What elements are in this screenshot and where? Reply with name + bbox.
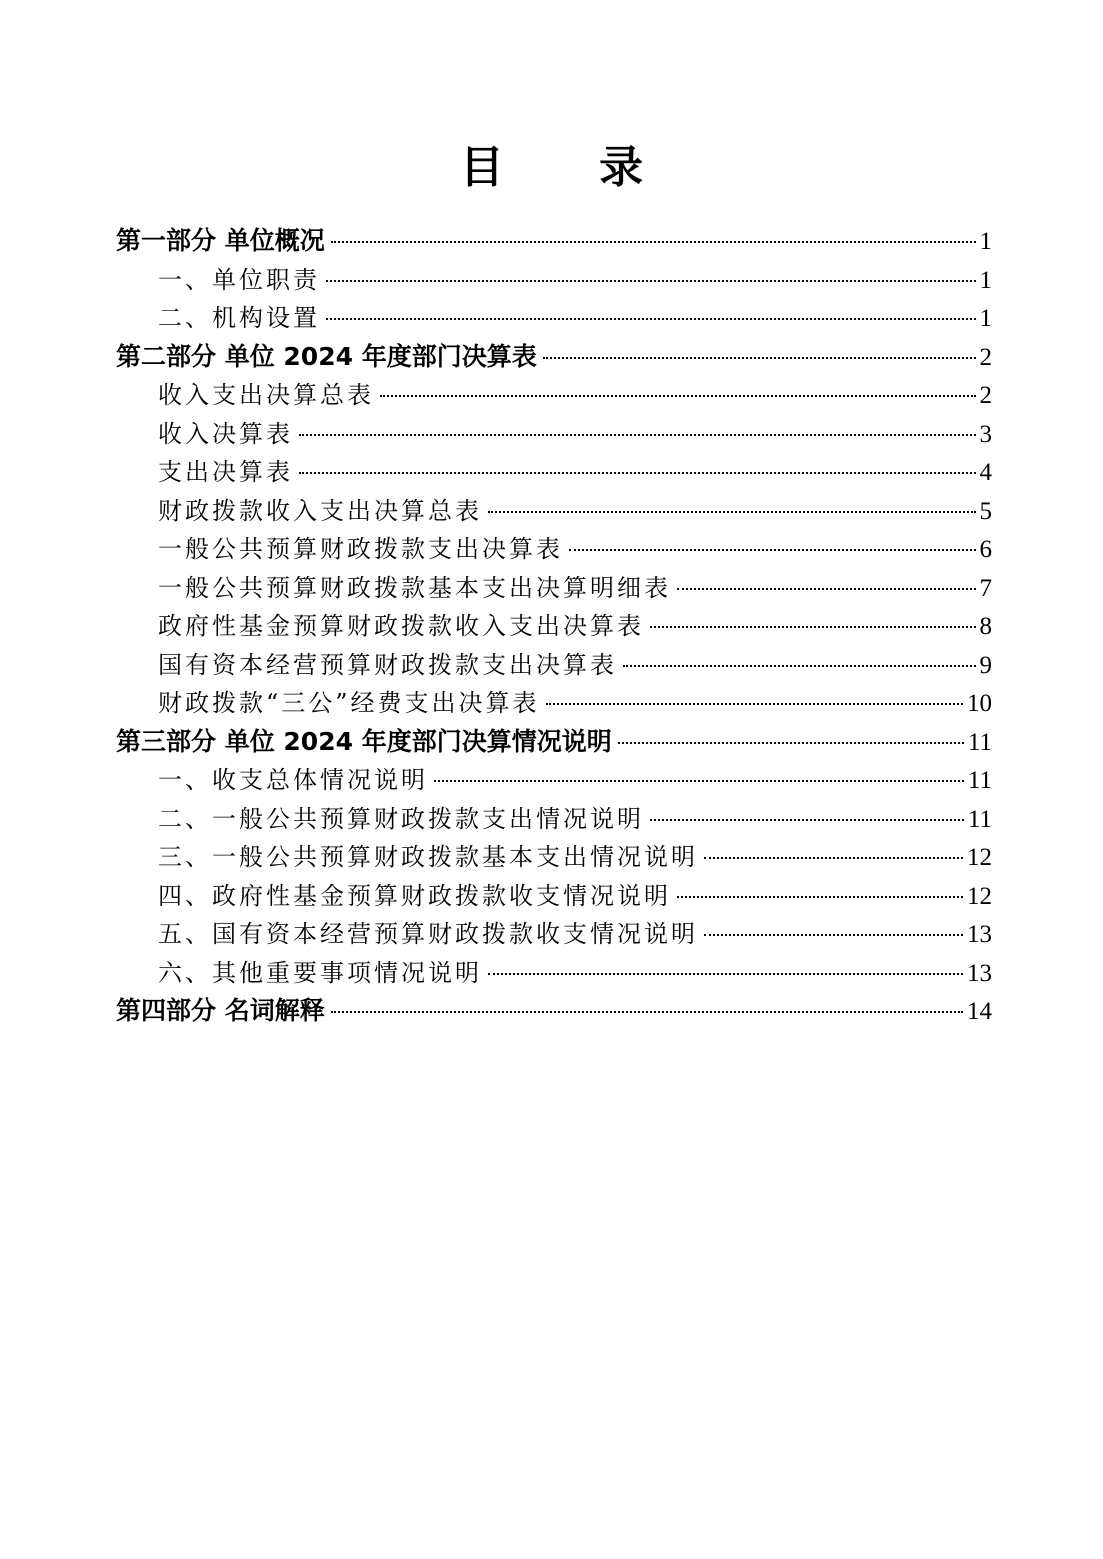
toc-entry-label: 财政拨款“三公”经费支出决算表 [158, 689, 540, 717]
toc-entry-label: 收入支出决算总表 [158, 381, 374, 409]
toc-entry-general-budget-expense-note[interactable] [116, 800, 992, 839]
toc-entry-label: 二、机构设置 [158, 304, 320, 332]
toc-entry-label: 国有资本经营预算财政拨款支出决算表 [158, 650, 617, 679]
toc-entry-part-4[interactable] [116, 992, 992, 1031]
toc-entry-label: 五、国有资本经营预算财政拨款收支情况说明 [158, 920, 698, 948]
toc-entry-org-structure[interactable] [116, 299, 992, 338]
toc-entry-label: 六、其他重要事项情况说明 [158, 958, 482, 987]
toc-entry-state-capital-budget[interactable] [116, 646, 992, 685]
toc-page-number: 14 [967, 998, 992, 1025]
toc-dot-leader [326, 318, 976, 320]
toc-entry-label: 一、收支总体情况说明 [158, 766, 428, 794]
toc-dot-leader [380, 395, 976, 397]
toc-page-number: 11 [967, 805, 992, 833]
toc-entry-label: 三、一般公共预算财政拨款基本支出情况说明 [158, 843, 698, 871]
toc-entry-label: 一般公共预算财政拨款支出决算表 [158, 535, 563, 563]
toc-page-number: 7 [979, 574, 992, 602]
toc-entry-label: 第二部分 单位 2024 年度部门决算表 [116, 341, 537, 371]
toc-dot-leader [650, 819, 964, 821]
toc-page-number: 11 [967, 767, 992, 794]
toc-entry-part-2[interactable] [116, 338, 992, 377]
toc-page-number: 4 [979, 459, 992, 486]
toc-page-number: 10 [967, 690, 992, 717]
toc-dot-leader [677, 896, 963, 898]
toc-dot-leader [488, 511, 976, 513]
toc-page-number: 11 [967, 728, 992, 756]
toc-title: 目 录 [459, 142, 684, 193]
toc-entry-income-expense-summary[interactable] [116, 376, 992, 415]
toc-page-number: 12 [967, 844, 992, 871]
toc-entry-label: 一般公共预算财政拨款基本支出决算明细表 [158, 573, 671, 602]
toc-entry-label: 财政拨款收入支出决算总表 [158, 496, 482, 525]
toc-entry-fiscal-appropriation-summary[interactable] [116, 492, 992, 531]
toc-dot-leader [618, 742, 964, 744]
toc-page-number: 1 [979, 228, 992, 255]
toc-entry-government-fund-budget[interactable] [116, 607, 992, 646]
toc-page-number: 9 [979, 651, 992, 679]
toc-dot-leader [331, 241, 976, 243]
toc-page-number: 5 [979, 497, 992, 525]
toc-page-number: 1 [979, 266, 992, 294]
toc-page-number: 13 [967, 921, 992, 948]
toc-page-number: 3 [979, 420, 992, 448]
toc-entry-general-budget-basic-detail[interactable] [116, 569, 992, 608]
toc-entry-overall-income-expense[interactable] [116, 761, 992, 800]
toc-entry-government-fund-note[interactable] [116, 877, 992, 916]
toc-page-number: 12 [967, 882, 992, 910]
toc-entry-part-1[interactable] [116, 222, 992, 261]
toc-dot-leader [326, 280, 976, 282]
toc-entry-label: 支出决算表 [158, 458, 293, 486]
table-of-contents [116, 222, 992, 1031]
toc-page-number: 2 [979, 343, 992, 371]
toc-dot-leader [650, 626, 976, 628]
toc-dot-leader [704, 857, 963, 859]
toc-entry-income-table[interactable] [116, 415, 992, 454]
toc-dot-leader [299, 472, 976, 474]
toc-dot-leader [704, 934, 963, 936]
toc-entry-unit-duties[interactable] [116, 261, 992, 300]
toc-dot-leader [677, 588, 976, 590]
toc-entry-label: 二、一般公共预算财政拨款支出情况说明 [158, 804, 644, 833]
toc-page-number: 8 [979, 613, 992, 640]
toc-entry-other-matters-note[interactable] [116, 954, 992, 993]
toc-page-number: 13 [967, 959, 992, 987]
toc-entry-general-budget-basic-note[interactable] [116, 838, 992, 877]
toc-page-number: 6 [979, 536, 992, 563]
toc-entry-general-budget-expense[interactable] [116, 530, 992, 569]
toc-entry-state-capital-note[interactable] [116, 915, 992, 954]
toc-dot-leader [569, 549, 976, 551]
toc-dot-leader [623, 665, 976, 667]
toc-entry-label: 政府性基金预算财政拨款收入支出决算表 [158, 612, 644, 640]
toc-page-number: 1 [979, 305, 992, 332]
toc-entry-label: 四、政府性基金预算财政拨款收支情况说明 [158, 881, 671, 910]
toc-page-number: 2 [979, 382, 992, 409]
toc-entry-label: 第一部分 单位概况 [116, 226, 325, 255]
toc-entry-label: 第四部分 名词解释 [116, 996, 325, 1025]
toc-entry-label: 一、单位职责 [158, 265, 320, 294]
toc-dot-leader [299, 434, 976, 436]
toc-dot-leader [331, 1011, 963, 1013]
toc-dot-leader [434, 780, 964, 782]
toc-entry-label: 第三部分 单位 2024 年度部门决算情况说明 [116, 726, 612, 756]
toc-dot-leader [488, 973, 963, 975]
toc-entry-expense-table[interactable] [116, 453, 992, 492]
toc-entry-label: 收入决算表 [158, 419, 293, 448]
toc-entry-part-3[interactable] [116, 723, 992, 762]
toc-dot-leader [543, 357, 976, 359]
toc-entry-three-public-expenses[interactable] [116, 684, 992, 723]
toc-dot-leader [546, 703, 963, 705]
